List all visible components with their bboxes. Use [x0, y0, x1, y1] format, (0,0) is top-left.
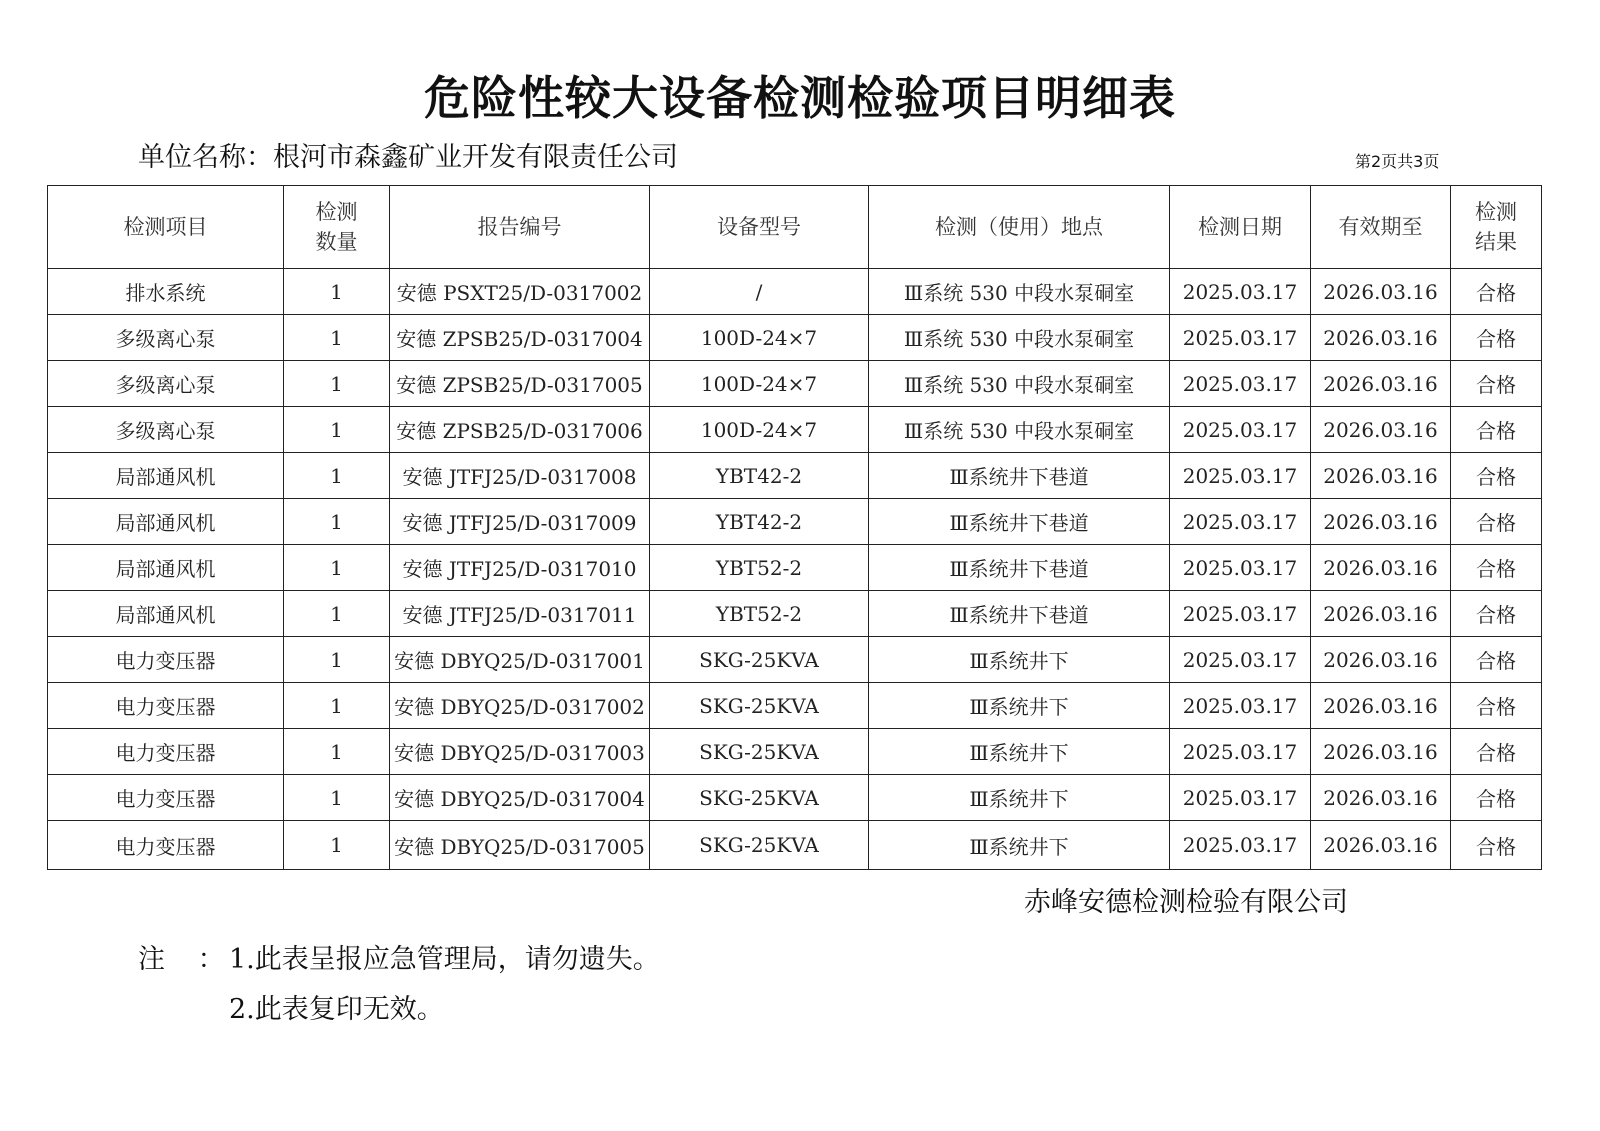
cell-valid-until: 2026.03.16 [1311, 637, 1451, 683]
cell-model: 100D-24×7 [650, 315, 869, 361]
cell-location: Ⅲ系统井下 [869, 821, 1170, 870]
cell-valid-until: 2026.03.16 [1311, 453, 1451, 499]
note-item: 1.此表呈报应急管理局，请勿遗失。 [229, 944, 660, 975]
cell-valid-until: 2026.03.16 [1311, 591, 1451, 637]
page-title: 危险性较大设备检测检验项目明细表 [424, 71, 1176, 125]
table-row [48, 407, 1542, 453]
cell-test-date: 2025.03.17 [1170, 269, 1311, 315]
table-row [48, 591, 1542, 637]
header-qty-line2: 数量 [315, 230, 358, 254]
cell-item: 局部通风机 [48, 591, 284, 637]
table-row [48, 729, 1542, 775]
cell-location: Ⅲ系统 530 中段水泵硐室 [869, 269, 1170, 315]
cell-valid-until: 2026.03.16 [1311, 269, 1451, 315]
cell-test-date: 2025.03.17 [1170, 453, 1311, 499]
cell-valid-until: 2026.03.16 [1311, 821, 1451, 870]
table-header-row [48, 186, 1542, 269]
cell-qty: 1 [284, 407, 390, 453]
cell-model: SKG-25KVA [650, 683, 869, 729]
cell-report-no: 安德 JTFJ25/D-0317008 [390, 453, 650, 499]
cell-item: 电力变压器 [48, 683, 284, 729]
cell-qty: 1 [284, 361, 390, 407]
cell-location: Ⅲ系统井下巷道 [869, 591, 1170, 637]
cell-result: 合格 [1451, 453, 1542, 499]
cell-result: 合格 [1451, 729, 1542, 775]
header-valid-until: 有效期至 [1311, 186, 1451, 269]
cell-test-date: 2025.03.17 [1170, 545, 1311, 591]
issuer-company: 赤峰安德检测检验有限公司 [1024, 887, 1348, 918]
table-row [48, 683, 1542, 729]
cell-valid-until: 2026.03.16 [1311, 361, 1451, 407]
unit-name: 根河市森鑫矿业开发有限责任公司 [273, 142, 678, 173]
cell-result: 合格 [1451, 637, 1542, 683]
cell-item: 电力变压器 [48, 775, 284, 821]
cell-item: 电力变压器 [48, 637, 284, 683]
cell-qty: 1 [284, 269, 390, 315]
cell-test-date: 2025.03.17 [1170, 775, 1311, 821]
cell-location: Ⅲ系统井下 [869, 637, 1170, 683]
cell-qty: 1 [284, 775, 390, 821]
cell-valid-until: 2026.03.16 [1311, 315, 1451, 361]
cell-valid-until: 2026.03.16 [1311, 683, 1451, 729]
cell-result: 合格 [1451, 545, 1542, 591]
cell-qty: 1 [284, 591, 390, 637]
cell-test-date: 2025.03.17 [1170, 821, 1311, 870]
header-test-date: 检测日期 [1170, 186, 1311, 269]
cell-qty: 1 [284, 315, 390, 361]
cell-test-date: 2025.03.17 [1170, 407, 1311, 453]
cell-location: Ⅲ系统井下 [869, 729, 1170, 775]
cell-qty: 1 [284, 821, 390, 870]
cell-test-date: 2025.03.17 [1170, 729, 1311, 775]
cell-report-no: 安德 DBYQ25/D-0317005 [390, 821, 650, 870]
cell-qty: 1 [284, 545, 390, 591]
note-label: 注 ： [138, 944, 237, 975]
cell-report-no: 安德 ZPSB25/D-0317005 [390, 361, 650, 407]
table-row [48, 269, 1542, 315]
cell-valid-until: 2026.03.16 [1311, 545, 1451, 591]
header-report-no: 报告编号 [390, 186, 650, 269]
header-location: 检测（使用）地点 [869, 186, 1170, 269]
cell-item: 局部通风机 [48, 453, 284, 499]
table-row [48, 361, 1542, 407]
cell-report-no: 安德 ZPSB25/D-0317006 [390, 407, 650, 453]
cell-result: 合格 [1451, 269, 1542, 315]
cell-qty: 1 [284, 729, 390, 775]
cell-model: 100D-24×7 [650, 407, 869, 453]
cell-location: Ⅲ系统 530 中段水泵硐室 [869, 315, 1170, 361]
cell-report-no: 安德 JTFJ25/D-0317011 [390, 591, 650, 637]
cell-location: Ⅲ系统井下 [869, 775, 1170, 821]
cell-model: YBT52-2 [650, 545, 869, 591]
inspection-table [47, 185, 1542, 870]
table-row [48, 499, 1542, 545]
cell-qty: 1 [284, 499, 390, 545]
cell-location: Ⅲ系统 530 中段水泵硐室 [869, 361, 1170, 407]
note-item: 2.此表复印无效。 [229, 994, 444, 1025]
cell-item: 多级离心泵 [48, 361, 284, 407]
cell-item: 多级离心泵 [48, 407, 284, 453]
cell-model: 100D-24×7 [650, 361, 869, 407]
cell-result: 合格 [1451, 775, 1542, 821]
cell-model: YBT52-2 [650, 591, 869, 637]
cell-report-no: 安德 PSXT25/D-0317002 [390, 269, 650, 315]
cell-item: 局部通风机 [48, 545, 284, 591]
header-item: 检测项目 [48, 186, 284, 269]
cell-result: 合格 [1451, 407, 1542, 453]
cell-valid-until: 2026.03.16 [1311, 729, 1451, 775]
cell-test-date: 2025.03.17 [1170, 361, 1311, 407]
cell-location: Ⅲ系统井下巷道 [869, 453, 1170, 499]
cell-valid-until: 2026.03.16 [1311, 407, 1451, 453]
cell-qty: 1 [284, 453, 390, 499]
cell-report-no: 安德 JTFJ25/D-0317009 [390, 499, 650, 545]
cell-result: 合格 [1451, 591, 1542, 637]
cell-item: 多级离心泵 [48, 315, 284, 361]
page-number: 第2页共3页 [1355, 152, 1440, 171]
cell-model: YBT42-2 [650, 453, 869, 499]
cell-result: 合格 [1451, 361, 1542, 407]
cell-model: SKG-25KVA [650, 821, 869, 870]
cell-location: Ⅲ系统井下巷道 [869, 545, 1170, 591]
cell-report-no: 安德 ZPSB25/D-0317004 [390, 315, 650, 361]
cell-test-date: 2025.03.17 [1170, 315, 1311, 361]
cell-report-no: 安德 DBYQ25/D-0317004 [390, 775, 650, 821]
header-model: 设备型号 [650, 186, 869, 269]
cell-model: SKG-25KVA [650, 729, 869, 775]
cell-item: 局部通风机 [48, 499, 284, 545]
table-row [48, 545, 1542, 591]
cell-location: Ⅲ系统井下 [869, 683, 1170, 729]
cell-result: 合格 [1451, 499, 1542, 545]
cell-result: 合格 [1451, 683, 1542, 729]
cell-test-date: 2025.03.17 [1170, 637, 1311, 683]
cell-qty: 1 [284, 683, 390, 729]
cell-model: SKG-25KVA [650, 775, 869, 821]
cell-model: YBT42-2 [650, 499, 869, 545]
cell-model: SKG-25KVA [650, 637, 869, 683]
header-result-line1: 检测 [1475, 200, 1517, 224]
cell-location: Ⅲ系统 530 中段水泵硐室 [869, 407, 1170, 453]
unit-name-row [138, 135, 678, 174]
table-row [48, 315, 1542, 361]
cell-valid-until: 2026.03.16 [1311, 499, 1451, 545]
cell-item: 排水系统 [48, 269, 284, 315]
unit-label: 单位名称： [138, 142, 273, 173]
header-qty-line1: 检测 [315, 200, 358, 224]
cell-report-no: 安德 DBYQ25/D-0317003 [390, 729, 650, 775]
cell-result: 合格 [1451, 315, 1542, 361]
cell-test-date: 2025.03.17 [1170, 591, 1311, 637]
cell-qty: 1 [284, 637, 390, 683]
header-qty [284, 186, 390, 269]
cell-valid-until: 2026.03.16 [1311, 775, 1451, 821]
cell-report-no: 安德 DBYQ25/D-0317002 [390, 683, 650, 729]
header-result [1451, 186, 1542, 269]
cell-result: 合格 [1451, 821, 1542, 870]
cell-model: / [650, 269, 869, 315]
cell-item: 电力变压器 [48, 729, 284, 775]
cell-item: 电力变压器 [48, 821, 284, 870]
header-result-line2: 结果 [1475, 230, 1517, 254]
table-row [48, 637, 1542, 683]
table-row [48, 453, 1542, 499]
table-row [48, 775, 1542, 821]
table-row [48, 821, 1542, 870]
cell-report-no: 安德 JTFJ25/D-0317010 [390, 545, 650, 591]
cell-test-date: 2025.03.17 [1170, 499, 1311, 545]
cell-location: Ⅲ系统井下巷道 [869, 499, 1170, 545]
cell-report-no: 安德 DBYQ25/D-0317001 [390, 637, 650, 683]
cell-test-date: 2025.03.17 [1170, 683, 1311, 729]
